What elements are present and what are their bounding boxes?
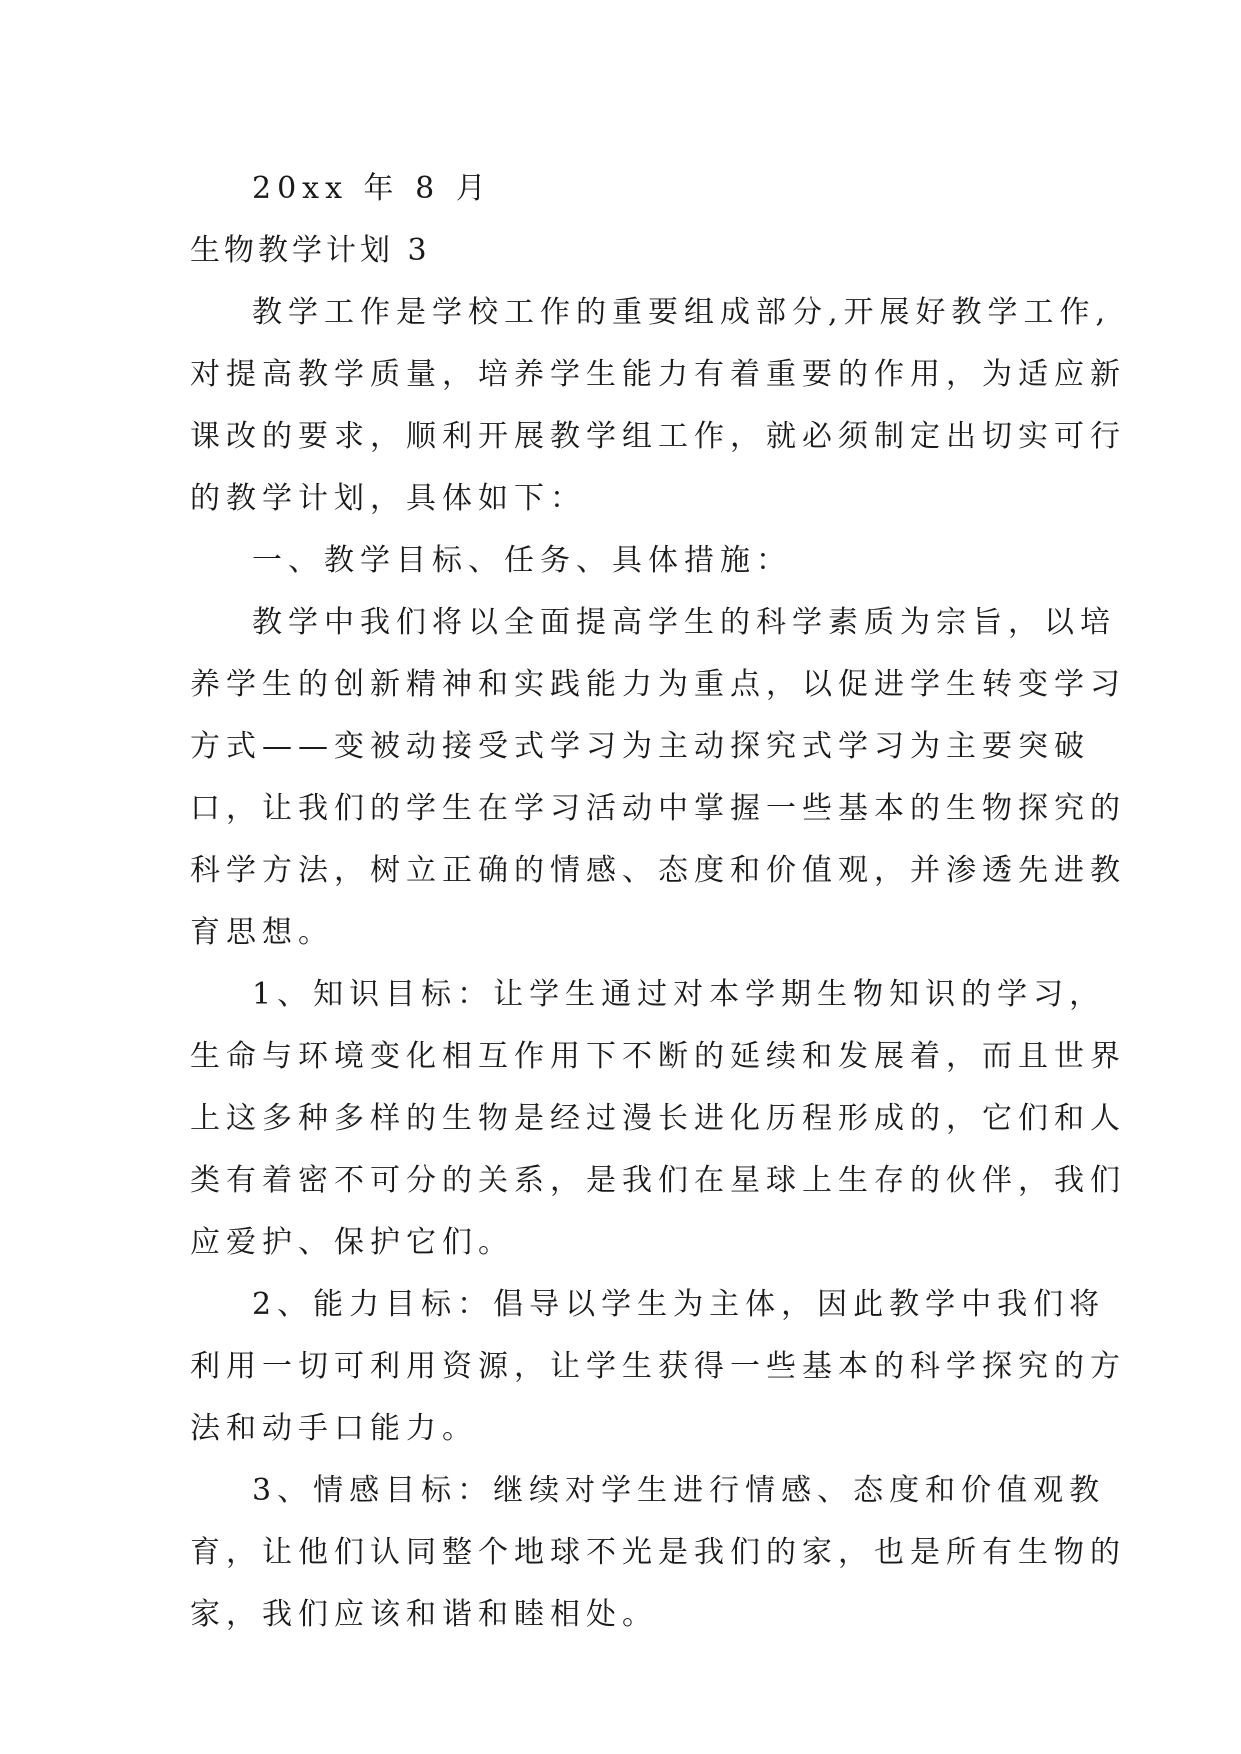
paragraph-line: 教学中我们将以全面提高学生的科学素质为宗旨，以培 <box>252 605 1116 640</box>
paragraph-line: 法和动手口能力。 <box>190 1411 478 1446</box>
paragraph-line: 科学方法，树立正确的情感、态度和价值观，并渗透先进教 <box>190 853 1126 888</box>
paragraph-line: 口，让我们的学生在学习活动中掌握一些基本的生物探究的 <box>190 791 1126 826</box>
paragraph-teaching <box>190 592 1126 964</box>
paragraph-knowledge-goals <box>190 964 1126 1274</box>
paragraph-line: 利用一切可利用资源，让学生获得一些基本的科学探究的方 <box>190 1349 1126 1384</box>
paragraph-line: 2、能力目标：倡导以学生为主体，因此教学中我们将 <box>252 1287 1106 1322</box>
section-heading-line: 一、教学目标、任务、具体措施： <box>252 543 792 578</box>
section-heading <box>190 530 1050 592</box>
paragraph-line: 对提高教学质量，培养学生能力有着重要的作用，为适应新 <box>190 357 1126 392</box>
document-body <box>190 158 1126 1646</box>
paragraph-line: 方式——变被动接受式学习为主动探究式学习为主要突破 <box>190 729 1090 764</box>
paragraph-line: 养学生的创新精神和实践能力为重点，以促进学生转变学习 <box>190 667 1126 702</box>
paragraph-line: 应爱护、保护它们。 <box>190 1225 514 1260</box>
paragraph-line: 家，我们应该和谐和睦相处。 <box>190 1597 658 1632</box>
paragraph-line: 课改的要求，顺利开展教学组工作，就必须制定出切实可行 <box>190 419 1126 454</box>
paragraph-line: 3、情感目标：继续对学生进行情感、态度和价值观教 <box>252 1473 1106 1508</box>
paragraph-line: 育，让他们认同整个地球不光是我们的家，也是所有生物的 <box>190 1535 1126 1570</box>
paragraph-line: 育思想。 <box>190 915 334 950</box>
paragraph-line: 生命与环境变化相互作用下不断的延续和发展着，而且世界 <box>190 1039 1126 1074</box>
paragraph-line: 类有着密不可分的关系，是我们在星球上生存的伙伴，我们 <box>190 1163 1126 1198</box>
paragraph-intro <box>190 282 1126 530</box>
paragraph-line: 教学工作是学校工作的重要组成部分,开展好教学工作, <box>252 295 1112 330</box>
paragraph-line: 上这多种多样的生物是经过漫长进化历程形成的，它们和人 <box>190 1101 1126 1136</box>
paragraph-line: 的教学计划，具体如下： <box>190 481 586 516</box>
paragraph-line: 1、知识目标：让学生通过对本学期生物知识的学习， <box>252 977 1106 1012</box>
document-title: 生物教学计划 3 <box>190 233 431 268</box>
paragraph-ability-goals <box>190 1274 1126 1460</box>
date-line: 20xx 年 8 月 <box>252 171 492 206</box>
paragraph-emotion-goals <box>190 1460 1126 1646</box>
